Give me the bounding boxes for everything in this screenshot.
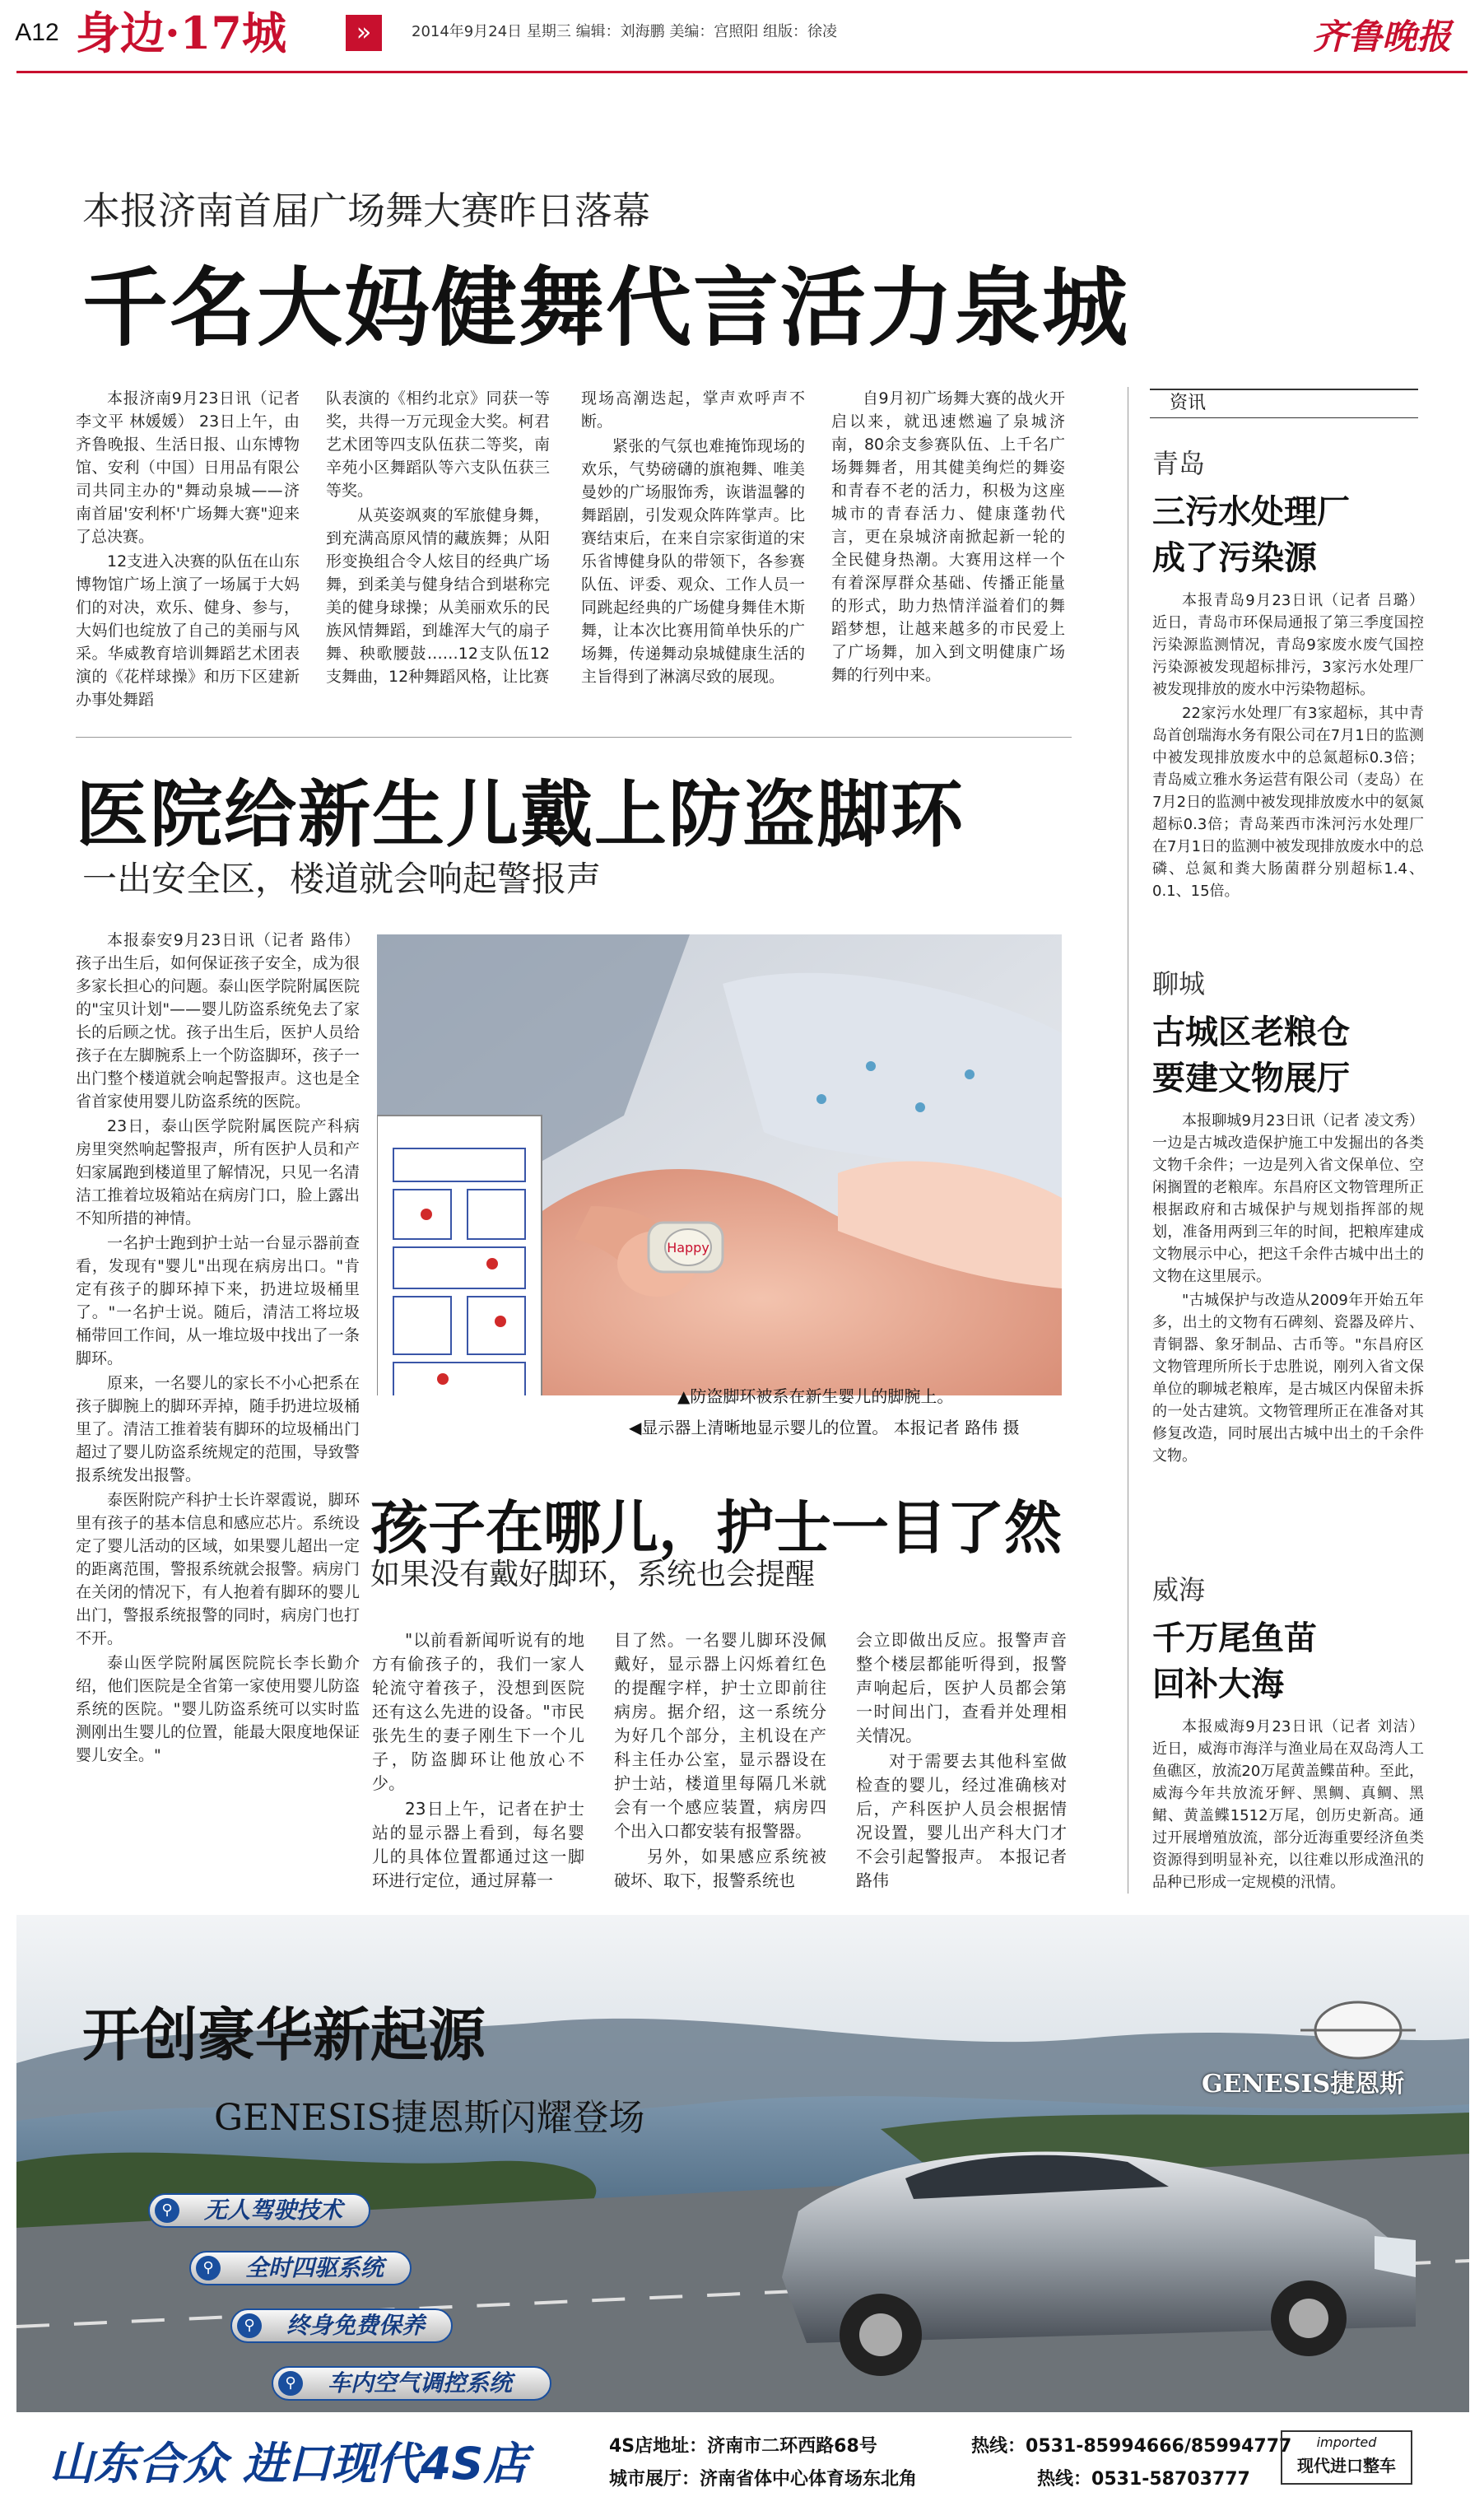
sidebar-headline-line2: 成了污染源 xyxy=(1152,539,1317,577)
story2-column-b xyxy=(614,1628,826,1908)
paragraph: 本报青岛9月23日讯（记者 吕璐） 近日，青岛市环保局通报了第三季度国控污染源监测情况，青岛9家废水废气国控污染源被发现超标排污，3家污水处理厂被发现排放的废水中污染物超标。 xyxy=(1152,592,1424,698)
paragraph: 会立即做出反应。报警声音整个楼层都能听得到，报警声响起后，医护人员都会第一时间出门，查看并处理相关情况。 xyxy=(856,1630,1067,1745)
paragraph: 本报威海9月23日讯（记者 刘洁） 近日，威海市海洋与渔业局在双岛湾人工鱼礁区，放流20万尾黄盖鲽苗种。至此，威海今年共放流牙鲆、黑鲷、真鲷、黑鲪、黄盖鲽1512万尾，创历史新高。通过开展增殖放流，部分近海重要经济鱼类资源得到明显补充，以往难以形成渔汛的品种已形成一定规模的汛情。 xyxy=(1152,1718,1424,1891)
paragraph: 一名护士跑到护士站一台显示器前查看，发现有"婴儿"出现在病房出口。"肯定有孩子的脚环掉下来，扔进垃圾桶里了。"一名护士说。随后，清洁工将垃圾桶带回工作间，从一堆垃圾中找出了一条脚环。 xyxy=(76,1234,360,1367)
paragraph: 12支进入决赛的队伍在山东博物馆广场上演了一场属于大妈们的对决，欢乐、健身、参与，大妈们也绽放了自己的美丽与风采。华威教育培训舞蹈艺术团表演的《花样球操》和历下区建新办事处舞蹈 xyxy=(76,552,300,709)
ad-footer xyxy=(16,2412,1469,2503)
dealer-name: 山东合众 进口现代4S店 xyxy=(49,2438,528,2490)
sidebar-headline-line2: 回补大海 xyxy=(1152,1665,1284,1703)
sidebar-tag: 资讯 xyxy=(1150,389,1418,418)
story2-column-c xyxy=(856,1628,1067,1908)
showroom-value: 济南省体中心体育场东北角 xyxy=(700,2469,918,2490)
paragraph: 目了然。一名婴儿脚环没佩戴好，显示器上闪烁着红色的提醒字样，护士立即前往病房。据介绍，这一系统分为好几个部分，主机设在产科主任办公室，显示器设在护士站，楼道里每隔几米就会有一个感应装置，病房四个出入口都安装有报警器。 xyxy=(614,1630,826,1841)
paragraph: 泰山医学院附属医院院长李长勤介绍，他们医院是全省第一家使用婴儿防盗系统的医院。"婴儿防盗系统可以实时监测刚出生婴儿的位置，能最大限度地保证婴儿安全。" xyxy=(76,1654,360,1764)
ad-feature-badge: ⚲ 车内空气调控系统 xyxy=(272,2366,551,2401)
story1-column-3 xyxy=(581,387,805,716)
paragraph: 队表演的《相约北京》同获一等奖，共得一万元现金大奖。柯君艺术团等四支队伍获二等奖，南辛苑小区舞蹈队等六支队伍获三等奖。 xyxy=(326,389,550,500)
ad-feature-badge: ⚲ 无人驾驶技术 xyxy=(148,2193,370,2228)
issue-meta: 2014年9月24日 星期三 编辑：刘海鹏 美编：宫照阳 组版：徐凌 xyxy=(412,23,838,40)
news-photo xyxy=(377,934,1062,1428)
hotline-value: 0531-58703777 xyxy=(1091,2469,1250,2490)
paragraph: 22家污水处理厂有3家超标，其中青岛首创瑞海水务有限公司在7月1日的监测中被发现排放废水中的总氮超标0.3倍；青岛威立雅水务运营有限公司（麦岛）在7月2日的监测中被发现排放废水中的氨氮超标0.3倍；青岛莱西市洙河污水处理厂在7月1日的监测中被发现排放废水中的总磷、总氮和粪大肠菌群分别超标1.4、0.1、15倍。 xyxy=(1152,705,1424,900)
header-rule xyxy=(16,71,1468,73)
import-badge: imported 现代进口整车 xyxy=(1281,2430,1412,2485)
story2-column-a xyxy=(372,1628,584,1908)
paragraph: 23日上午，记者在护士站的显示器上看到，每名婴儿的具体位置都通过这一脚环进行定位，通过屏幕一 xyxy=(372,1799,584,1890)
hotline-value: 0531-85994666/85994777 xyxy=(1026,2436,1292,2457)
sidebar-headline-line1: 三污水处理厂 xyxy=(1152,493,1350,531)
story1-kicker: 本报济南首届广场舞大赛昨日落幕 xyxy=(82,189,650,233)
sidebar-headline-line2: 要建文物展厅 xyxy=(1152,1060,1350,1097)
showroom-label: 城市展厅： xyxy=(609,2469,700,2490)
story1-headline: 千名大妈健舞代言活力泉城 xyxy=(82,258,1130,358)
divider xyxy=(76,737,1072,738)
hotline-label: 热线： xyxy=(1037,2469,1092,2490)
sidebar-headline-line1: 古城区老粮仓 xyxy=(1152,1013,1350,1051)
address-value: 济南市二环西路68号 xyxy=(707,2436,877,2457)
story1-column-2 xyxy=(326,387,550,716)
story2-headline: 医院给新生儿戴上防盗脚环 xyxy=(76,772,965,857)
sidebar-item-qingdao xyxy=(1152,443,1424,976)
sidebar-headline-line1: 千万尾鱼苗 xyxy=(1152,1619,1317,1657)
paragraph: "以前看新闻听说有的地方有偷孩子的，我们一家人轮流守着孩子，没想到医院还有这么先进的设备。"市民张先生的妻子刚生下一个儿子，防盗脚环让他放心不少。 xyxy=(372,1630,584,1793)
paragraph: 自9月初广场舞大赛的战火开启以来，就迅速燃遍了泉城济南，80余支参赛队伍、上千名广场舞舞者，用其健美绚烂的舞姿和青春不老的活力，积极为这座城市的青春活力、健康蓬勃代言，更在泉城济南掀起新一轮的全民健身热潮。大赛用这样一个有着深厚群众基础、传播正能量的形式，助力热情洋溢着们的舞蹈梦想，让越来越多的市民爱上了广场舞，加入到文明健康广场舞的行列中来。 xyxy=(831,389,1065,684)
paragraph: 现场高潮迭起，掌声欢呼声不断。 xyxy=(581,389,805,431)
paragraph: 对于需要去其他科室做检查的婴儿，经过准确核对后，产科医护人员会根据情况设置，婴儿出产科大门才不会引起警报声。 本报记者 路伟 xyxy=(856,1751,1067,1890)
ad-subtitle: GENESIS捷恩斯闪耀登场 xyxy=(214,2097,645,2139)
sidebar-item-weihai xyxy=(1152,1569,1424,1938)
baby-photo-illustration xyxy=(377,934,1062,1428)
story2-kicker: 一出安全区，楼道就会响起警报声 xyxy=(82,859,602,899)
genesis-advertisement xyxy=(16,1915,1469,2503)
story2-subhead: 孩子在哪儿，护士一目了然 xyxy=(370,1494,1062,1562)
paragraph: "古城保护与改造从2009年开始五年多，出土的文物有石碑刻、瓷器及碎片、青铜器、象牙制品、古币等。"东昌府区文物管理所所长于忠胜说，刚列入省文保单位的聊城老粮库，是古城区内保留未拆的一处古建筑。文物管理所正在准备对其修复改造，同时展出古城中出土的千余件文物。 xyxy=(1152,1292,1424,1465)
ad-brand: GENESIS捷恩斯 xyxy=(1202,2070,1405,2099)
search-icon: ⚲ xyxy=(237,2313,262,2338)
search-icon: ⚲ xyxy=(278,2371,303,2396)
paragraph: 另外，如果感应系统被破坏、取下，报警系统也 xyxy=(614,1847,826,1890)
sidebar-city: 聊城 xyxy=(1152,968,1206,999)
story1-column-4 xyxy=(831,387,1065,716)
paragraph: 本报聊城9月23日讯（记者 凌文秀） 一边是古城改造保护施工中发掘出的各类文物千余件；一边是列入省文保单位、空闲搁置的老粮库。东昌府区文物管理所正根据政府和古城保护与规划指挥部的规划，准备用两到三年的时间，把粮库建成文物展示中心，把这千余件古城中出土的文物在这里展示。 xyxy=(1152,1112,1424,1285)
paragraph: 紧张的气氛也难掩饰现场的欢乐，气势磅礴的旗袍舞、唯美曼妙的广场服饰秀，诙谐温馨的舞蹈剧，引发观众阵阵掌声。比赛结束后，在来自宗家街道的宋乐省博健身队的带领下，各参赛队伍、评委、观众、工作人员一同跳起经典的广场健身舞佳木斯舞，让本次比赛用简单快乐的广场舞，传递舞动泉城健康生活的主旨得到了淋漓尽致的展现。 xyxy=(581,437,805,686)
paragraph: 泰医附院产科护士长许翠霞说，脚环里有孩子的基本信息和感应芯片。系统设定了婴儿活动的区域，如果婴儿超出一定的距离范围，警报系统就会报警。病房门在关闭的情况下，有人抱着有脚环的婴儿出门，警报系统报警的同时，病房门也打不开。 xyxy=(76,1491,360,1647)
sidebar-city: 青岛 xyxy=(1152,448,1206,479)
search-icon: ⚲ xyxy=(196,2256,221,2280)
paragraph: 23日，泰山医学院附属医院产科病房里突然响起警报声，所有医护人员和产妇家属跑到楼道里了解情况，只见一名清洁工推着垃圾箱站在病房门口，脸上露出不知所措的神情。 xyxy=(76,1117,360,1228)
sidebar-city: 威海 xyxy=(1152,1574,1206,1605)
paragraph: 本报济南9月23日讯（记者 李文平 林媛媛） 23日上午，由齐鲁晚报、生活日报、山东博物馆、安利（中国）日用品有限公司共同主办的"舞动泉城——济南首届'安利杯'广场舞大赛"迎来了总决赛。 xyxy=(76,389,300,546)
story1-column-1 xyxy=(76,387,300,716)
paragraph: 本报泰安9月23日讯（记者 路伟） 孩子出生后，如何保证孩子安全，成为很多家长担心的问题。泰山医学院附属医院的"宝贝计划"——婴儿防盗系统免去了家长的后顾之忧。孩子出生后，医护人员给孩子在左脚腕系上一个防盗脚环，孩子一出门整个楼道就会响起警报声。这也是全省首家使用婴儿防盗系统的医院。 xyxy=(76,931,360,1111)
paragraph: 原来，一名婴儿的家长不小心把系在孩子脚腕上的脚环弄掉，随手扔进垃圾桶里了。清洁工推着装有脚环的垃圾桶出门超过了婴儿防盗系统规定的范围，导致警报系统发出报警。 xyxy=(76,1374,360,1484)
ad-feature-badge: ⚲ 终身免费保养 xyxy=(230,2308,453,2343)
paragraph: 从英姿飒爽的军旅健身舞，到充满高原风情的藏族舞；从阳形变换组合令人炫目的经典广场舞，到柔美与健身结合到堪称完美的健身球操；从美丽欢乐的民族风情舞蹈，到雄浑大气的扇子舞、秧歌腰鼓……12支队伍12支舞曲，12种舞蹈风格，让比赛 xyxy=(326,506,550,686)
story2-left-column xyxy=(76,929,360,1908)
search-icon: ⚲ xyxy=(155,2198,179,2223)
photo-caption-1: ▲防盗脚环被系在新生婴儿的脚腕上。 xyxy=(677,1386,954,1406)
page-number: A12 xyxy=(15,19,59,46)
sidebar-item-liaocheng xyxy=(1152,963,1424,1571)
story2-subkicker: 如果没有戴好脚环，系统也会提醒 xyxy=(370,1558,816,1591)
newspaper-logo: 齐鲁晚报 xyxy=(1312,16,1451,57)
section-title: 身边·17城 xyxy=(76,7,286,59)
ankle-tag-label: Happy xyxy=(667,1240,709,1256)
photo-caption-2: ◀显示器上清晰地显示婴儿的位置。 本报记者 路伟 摄 xyxy=(629,1418,1020,1437)
chevron-right-icon: » xyxy=(346,15,382,51)
address-label: 4S店地址： xyxy=(609,2436,708,2457)
hotline-label: 热线： xyxy=(971,2436,1026,2457)
ad-slogan: 开创豪华新起源 xyxy=(82,2001,486,2069)
ad-feature-badge: ⚲ 全时四驱系统 xyxy=(189,2251,412,2285)
